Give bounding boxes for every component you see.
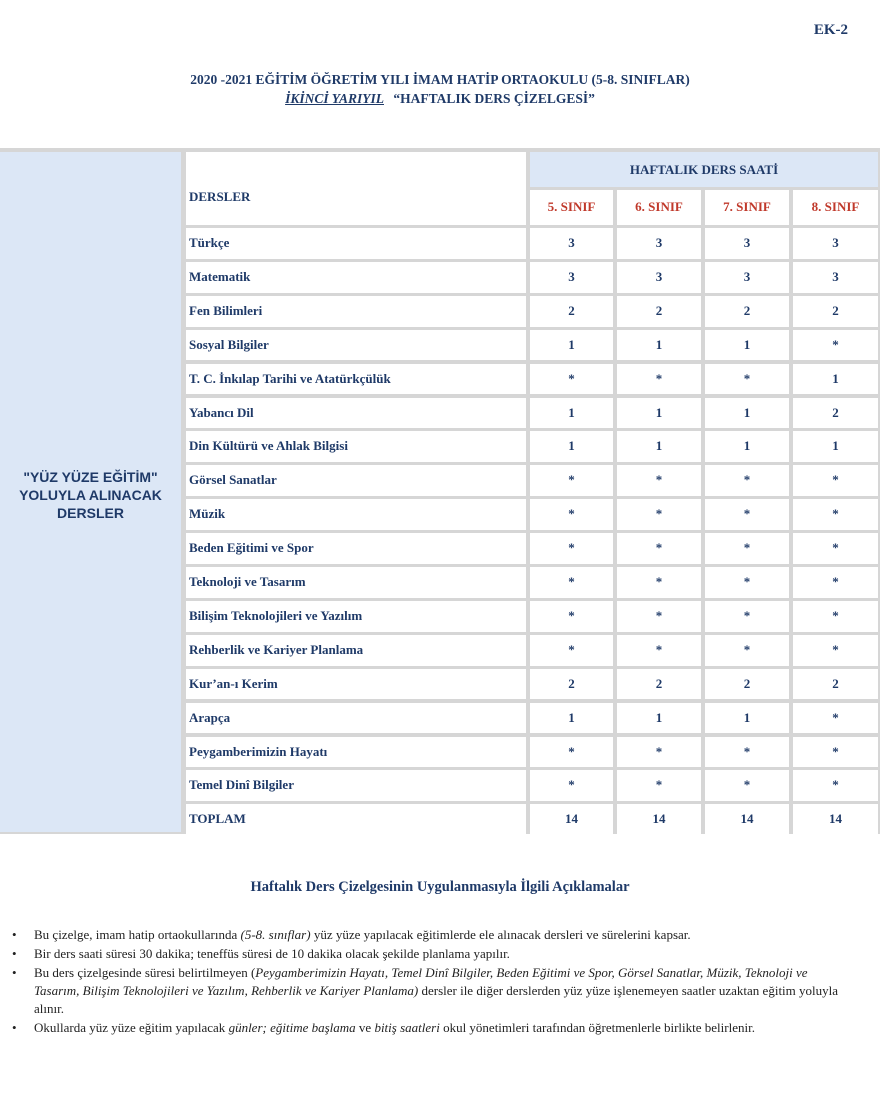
subject-name: Matematik — [186, 262, 526, 293]
hours-cell: * — [617, 465, 701, 496]
subject-name: Din Kültürü ve Ahlak Bilgisi — [186, 431, 526, 462]
hours-cell: 3 — [705, 228, 789, 259]
hours-cell: * — [530, 770, 613, 801]
hours-cell: * — [793, 737, 878, 768]
note-text: Okullarda yüz yüze eğitim yapılacak — [34, 1020, 229, 1035]
hours-cell: 14 — [705, 804, 789, 835]
hours-cell: 3 — [793, 228, 878, 259]
hours-cell: 14 — [793, 804, 878, 835]
grade-header: 5. SINIF — [530, 190, 613, 225]
hours-cell: * — [617, 601, 701, 632]
hours-cell: 2 — [617, 296, 701, 327]
note-text: yüz yüze yapılacak eğitimlerde ele alınacak dersleri ve sürelerini kapsar. — [310, 927, 691, 942]
left-label-line2: YOLUYLA ALINACAK — [19, 486, 162, 503]
hours-cell: 2 — [793, 296, 878, 327]
hours-cell: * — [705, 533, 789, 564]
hours-cell: * — [705, 737, 789, 768]
hours-cell: 2 — [530, 296, 613, 327]
hours-cell: * — [530, 567, 613, 598]
subject-name: Teknoloji ve Tasarım — [186, 567, 526, 598]
bullet-icon: • — [12, 1020, 17, 1035]
hours-cell: 2 — [705, 296, 789, 327]
hours-cell: 1 — [705, 431, 789, 462]
hours-cell: 14 — [617, 804, 701, 835]
hours-cell: 1 — [793, 431, 878, 462]
hours-cell: 1 — [793, 364, 878, 395]
hours-cell: * — [530, 499, 613, 530]
hours-cell: * — [617, 737, 701, 768]
hours-cell: * — [705, 770, 789, 801]
note-text: dersler ile diğer derslerden yüz yüze işlenemeyen saatler uzaktan eğitim yoluyla alınır. — [34, 983, 839, 1016]
hours-cell: * — [530, 533, 613, 564]
subject-name: Fen Bilimleri — [186, 296, 526, 327]
subjects-header: DERSLER — [186, 152, 526, 225]
hours-cell: * — [530, 737, 613, 768]
hours-cell: * — [617, 533, 701, 564]
hours-cell: * — [705, 567, 789, 598]
note-item — [12, 945, 842, 963]
note-text: okul yönetimleri tarafından öğretmenlerle birlikte belirlenir. — [439, 1020, 755, 1035]
hours-cell: * — [705, 499, 789, 530]
hours-cell: 1 — [617, 431, 701, 462]
hours-cell: 3 — [617, 228, 701, 259]
hours-cell: 3 — [530, 262, 613, 293]
subject-name: Arapça — [186, 703, 526, 734]
hours-cell: 2 — [793, 669, 878, 700]
hours-cell: * — [793, 465, 878, 496]
hours-cell: * — [705, 465, 789, 496]
note-text-italic: (5-8. sınıflar) — [240, 927, 311, 942]
subject-name: T. C. İnkılap Tarihi ve Atatürkçülük — [186, 364, 526, 395]
note-text: Bu çizelge, imam hatip ortaokullarında — [34, 927, 241, 942]
notes-list — [12, 926, 842, 1038]
hours-cell: 3 — [617, 262, 701, 293]
hours-cell: 2 — [617, 669, 701, 700]
subject-name: Rehberlik ve Kariyer Planlama — [186, 635, 526, 666]
hours-cell: * — [793, 770, 878, 801]
note-item — [12, 964, 842, 1018]
subject-name: Beden Eğitimi ve Spor — [186, 533, 526, 564]
subject-name: Kur’an-ı Kerim — [186, 669, 526, 700]
bullet-icon: • — [12, 946, 17, 961]
hours-cell: 1 — [617, 398, 701, 429]
hours-cell: 1 — [705, 398, 789, 429]
subject-name: Görsel Sanatlar — [186, 465, 526, 496]
semester-label: İKİNCİ YARIYIL — [285, 91, 384, 106]
hours-cell: * — [530, 364, 613, 395]
hours-cell: * — [705, 601, 789, 632]
hours-cell: * — [705, 364, 789, 395]
hours-cell: * — [793, 499, 878, 530]
hours-cell: * — [793, 601, 878, 632]
subject-name: Sosyal Bilgiler — [186, 330, 526, 361]
subject-name: Yabancı Dil — [186, 398, 526, 429]
hours-cell: 2 — [705, 669, 789, 700]
hours-cell: 1 — [705, 330, 789, 361]
hours-cell: 3 — [705, 262, 789, 293]
subject-name: Müzik — [186, 499, 526, 530]
hours-cell: 14 — [530, 804, 613, 835]
hours-cell: * — [793, 703, 878, 734]
hours-cell: * — [793, 533, 878, 564]
grade-header: 6. SINIF — [617, 190, 701, 225]
note-text: Bir ders saati süresi 30 dakika; teneffüs süresi de 10 dakika olacak şekilde planlama yapılır. — [34, 946, 510, 961]
note-text-italic: bitiş saatleri — [374, 1020, 440, 1035]
hours-cell: * — [617, 364, 701, 395]
bullet-icon: • — [12, 965, 17, 980]
grade-header: 8. SINIF — [793, 190, 878, 225]
hours-cell: 1 — [530, 703, 613, 734]
hours-cell: 2 — [793, 398, 878, 429]
note-text: ve — [355, 1020, 375, 1035]
hours-cell: * — [530, 635, 613, 666]
note-item — [12, 1019, 842, 1037]
hours-cell: * — [530, 465, 613, 496]
subject-name: Peygamberimizin Hayatı — [186, 737, 526, 768]
hours-cell: 1 — [705, 703, 789, 734]
notes-title: Haftalık Ders Çizelgesinin Uygulanmasıyla İlgili Açıklamalar — [250, 879, 630, 895]
hours-cell: * — [617, 567, 701, 598]
hours-cell: * — [617, 499, 701, 530]
hours-cell: * — [617, 635, 701, 666]
hours-cell: 1 — [617, 330, 701, 361]
hours-cell: * — [530, 601, 613, 632]
face-to-face-label — [0, 152, 181, 832]
schedule-title: “HAFTALIK DERS ÇİZELGESİ” — [393, 91, 595, 106]
hours-cell: 1 — [530, 431, 613, 462]
hours-cell: * — [617, 770, 701, 801]
hours-cell: * — [705, 635, 789, 666]
note-text-italic: Peygamberimizin Hayatı, Temel Dinî Bilgiler, Beden Eğitimi ve Spor, Görsel Sanatlar, Müzik, Teknoloji ve Tasarım, Bilişim Teknolojileri ve Yazılım, Rehberlik ve Kariyer Planlama) — [34, 965, 808, 998]
weekly-hours-header: HAFTALIK DERS SAATİ — [530, 152, 878, 187]
subject-name: Türkçe — [186, 228, 526, 259]
left-label-line3: DERSLER — [57, 504, 124, 521]
subject-name: Bilişim Teknolojileri ve Yazılım — [186, 601, 526, 632]
note-item — [12, 926, 842, 944]
note-text-italic: günler; eğitime başlama — [228, 1020, 356, 1035]
hours-cell: * — [793, 330, 878, 361]
note-text: Bu ders çizelgesinde süresi belirtilmeyen ( — [34, 965, 256, 980]
total-label: TOPLAM — [186, 804, 526, 835]
hours-cell: * — [793, 635, 878, 666]
hours-cell: 2 — [530, 669, 613, 700]
hours-cell: * — [793, 567, 878, 598]
left-label-line1: "YÜZ YÜZE EĞİTİM" — [23, 468, 158, 485]
document-subtitle — [0, 91, 880, 107]
bullet-icon: • — [12, 927, 17, 942]
annex-label: EK-2 — [813, 22, 848, 38]
hours-cell: 1 — [530, 330, 613, 361]
document-title: 2020 -2021 EĞİTİM ÖĞRETİM YILI İMAM HATİP ORTAOKULU (5-8. SINIFLAR) — [190, 72, 690, 87]
subject-name: Temel Dinî Bilgiler — [186, 770, 526, 801]
hours-cell: 1 — [530, 398, 613, 429]
grade-header: 7. SINIF — [705, 190, 789, 225]
hours-cell: 3 — [530, 228, 613, 259]
hours-cell: 1 — [617, 703, 701, 734]
hours-cell: 3 — [793, 262, 878, 293]
